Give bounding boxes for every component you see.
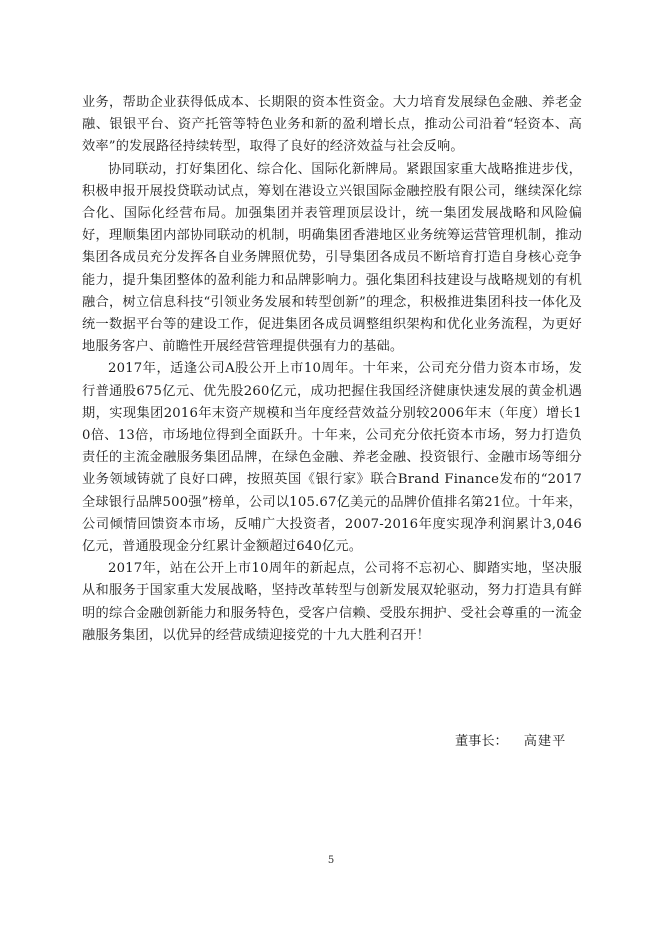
signature-name: 高建平 [523, 734, 567, 749]
paragraph-group-synergy: 协同联动，打好集团化、综合化、国际化新牌局。紧跟国家重大战略推进步伐，积极申报开展投贷联动试点，筹划在港设立兴银国际金融控股有限公司，继续深化综合化、国际化经营布局。加强集团并表管理顶层设计，统一集团发展战略和风险偏好，理顺集团内部协同联动的机制，明确集团香港地区业务统筹运营管理机制，推动集团各成员充分发挥各自业务牌照优势，引导集团各成员不断培育打造自身核心竞争能力，提升集团整体的盈利能力和品牌影响力。强化集团科技建设与战略规划的有机融合，树立信息科技“引领业务发展和转型创新”的理念，积极推进集团科技一体化及统一数据平台等的建设工作，促进集团各成员调整组织架构和优化业务流程，为更好地服务客户、前瞻性开展经营管理提供强有力的基础。 [82, 161, 582, 355]
signature-block [455, 732, 566, 752]
signature-title: 董事长： [455, 734, 508, 749]
document-body [82, 92, 582, 647]
page-number: 5 [327, 855, 335, 866]
paragraph-outlook: 2017年，站在公开上市10周年的新起点，公司将不忘初心、脚踏实地，坚决服从和服务于国家重大发展战略，坚持改革转型与创新发展双轮驱动，努力打造具有鲜明的综合金融创新能力和服务特色，受客户信赖、受股东拥护、受社会尊重的一流金融服务集团，以优异的经营成绩迎接党的十九大胜利召开！ [82, 561, 582, 643]
paragraph-business-transformation: 业务，帮助企业获得低成本、长期限的资本性资金。大力培育发展绿色金融、养老金融、银银平台、资产托管等特色业务和新的盈利增长点，推动公司沿着“轻资本、高效率”的发展路径持续转型，取得了良好的经济效益与社会反响。 [82, 95, 582, 155]
paragraph-ipo-anniversary: 2017年，适逢公司A股公开上市10周年。十年来，公司充分借力资本市场，发行普通股675亿元、优先股260亿元，成功把握住我国经济健康快速发展的黄金机遇期，实现集团2016年末资产规模和当年度经营效益分别较2006年末（年度）增长10倍、13倍，市场地位得到全面跃升。十年来，公司充分依托资本市场，努力打造负责任的主流金融服务集团品牌，在绿色金融、养老金融、投资银行、金融市场等细分业务领域铸就了良好口碑，按照英国《银行家》联合Brand Finance发布的“2017全球银行品牌500强”榜单，公司以105.67亿美元的品牌价值排名第21位。十年来，公司倾情回馈资本市场，反哺广大投资者，2007-2016年度实现净利润累计3,046亿元，普通股现金分红累计金额超过640亿元。 [82, 361, 582, 555]
